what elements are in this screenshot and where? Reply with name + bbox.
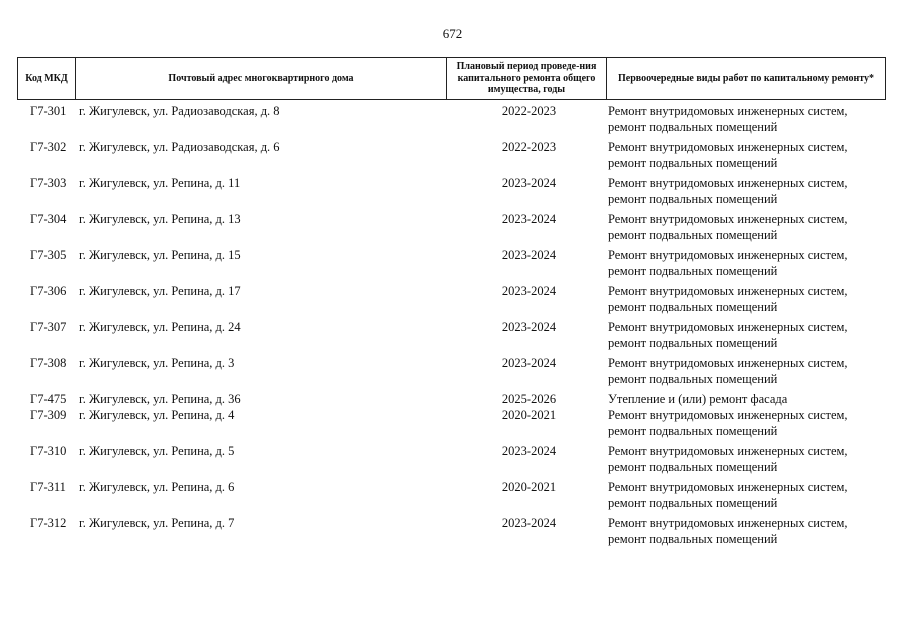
cell-address: г. Жигулевск, ул. Репина, д. 6 xyxy=(79,480,235,494)
cell-period: 2023-2024 xyxy=(501,248,557,262)
cell-works: Ремонт внутридомовых инженерных систем, ремонт подвальных помещений xyxy=(608,248,848,278)
cell-works: Ремонт внутридомовых инженерных систем, ремонт подвальных помещений xyxy=(608,104,848,134)
cell-address: г. Жигулевск, ул. Радиозаводская, д. 8 xyxy=(79,104,280,118)
header-code: Код МКД xyxy=(18,58,76,99)
cell-code: Г7-309 xyxy=(30,408,67,422)
cell-address: г. Жигулевск, ул. Репина, д. 11 xyxy=(79,176,241,190)
cell-address: г. Жигулевск, ул. Репина, д. 13 xyxy=(79,212,241,226)
cell-code: Г7-308 xyxy=(30,356,67,370)
cell-works: Ремонт внутридомовых инженерных систем, ремонт подвальных помещений xyxy=(608,320,848,350)
cell-address: г. Жигулевск, ул. Репина, д. 7 xyxy=(79,516,235,530)
cell-address: г. Жигулевск, ул. Репина, д. 17 xyxy=(79,284,241,298)
cell-address: г. Жигулевск, ул. Репина, д. 15 xyxy=(79,248,241,262)
table-header xyxy=(17,57,886,100)
cell-address: г. Жигулевск, ул. Репина, д. 24 xyxy=(79,320,241,334)
cell-code: Г7-311 xyxy=(30,480,66,494)
cell-works: Ремонт внутридомовых инженерных систем, ремонт подвальных помещений xyxy=(608,516,848,546)
cell-works: Ремонт внутридомовых инженерных систем, ремонт подвальных помещений xyxy=(608,212,848,242)
cell-address: г. Жигулевск, ул. Репина, д. 5 xyxy=(79,444,235,458)
cell-code: Г7-312 xyxy=(30,516,67,530)
cell-works: Ремонт внутридомовых инженерных систем, ремонт подвальных помещений xyxy=(608,480,848,510)
cell-code: Г7-307 xyxy=(30,320,67,334)
cell-period: 2023-2024 xyxy=(501,320,557,334)
cell-code: Г7-306 xyxy=(30,284,67,298)
cell-code: Г7-310 xyxy=(30,444,67,458)
cell-period: 2020-2021 xyxy=(501,408,557,422)
cell-period: 2022-2023 xyxy=(501,104,557,118)
cell-period: 2023-2024 xyxy=(501,516,557,530)
cell-address: г. Жигулевск, ул. Репина, д. 4 xyxy=(79,408,235,422)
cell-period: 2023-2024 xyxy=(501,176,557,190)
cell-works: Ремонт внутридомовых инженерных систем, ремонт подвальных помещений xyxy=(608,444,848,474)
cell-code: Г7-304 xyxy=(30,212,67,226)
cell-works: Ремонт внутридомовых инженерных систем, ремонт подвальных помещений xyxy=(608,408,848,438)
cell-code: Г7-305 xyxy=(30,248,67,262)
cell-works: Ремонт внутридомовых инженерных систем, ремонт подвальных помещений xyxy=(608,284,848,314)
cell-code: Г7-303 xyxy=(30,176,67,190)
page-number: 672 xyxy=(442,26,463,41)
cell-period: 2023-2024 xyxy=(501,212,557,226)
cell-works: Ремонт внутридомовых инженерных систем, ремонт подвальных помещений xyxy=(608,140,848,170)
cell-period: 2020-2021 xyxy=(501,480,557,494)
cell-period: 2023-2024 xyxy=(501,444,557,458)
cell-works: Утепление и (или) ремонт фасада xyxy=(608,392,788,406)
cell-period: 2023-2024 xyxy=(501,284,557,298)
cell-code: Г7-302 xyxy=(30,140,67,154)
cell-period: 2025-2026 xyxy=(501,392,557,406)
cell-works: Ремонт внутридомовых инженерных систем, ремонт подвальных помещений xyxy=(608,176,848,206)
cell-address: г. Жигулевск, ул. Репина, д. 36 xyxy=(79,392,241,406)
cell-works: Ремонт внутридомовых инженерных систем, ремонт подвальных помещений xyxy=(608,356,848,386)
header-works: Первоочередные виды работ по капитальному ремонту* xyxy=(618,72,874,84)
header-period: Плановый период проведе-ния капитального ремонта общего имущества, годы xyxy=(447,58,607,99)
cell-code: Г7-475 xyxy=(30,392,67,406)
cell-period: 2023-2024 xyxy=(501,356,557,370)
cell-period: 2022-2023 xyxy=(501,140,557,154)
cell-address: г. Жигулевск, ул. Репина, д. 3 xyxy=(79,356,235,370)
cell-code: Г7-301 xyxy=(30,104,67,118)
cell-address: г. Жигулевск, ул. Радиозаводская, д. 6 xyxy=(79,140,280,154)
header-address: Почтовый адрес многоквартирного дома xyxy=(76,58,447,99)
